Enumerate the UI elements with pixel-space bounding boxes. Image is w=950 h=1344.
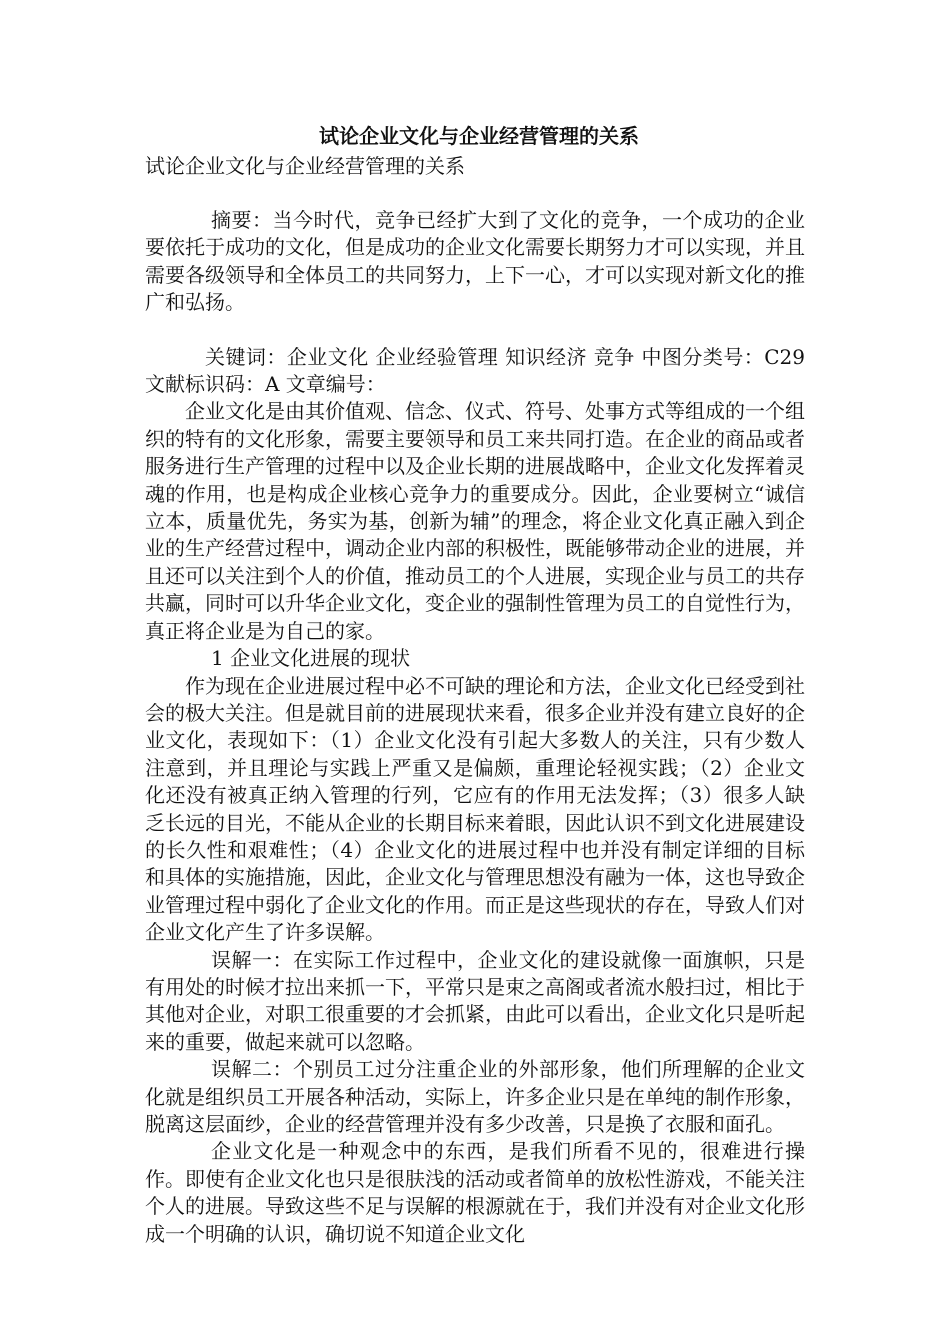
intro-paragraph: 企业文化是由其价值观、信念、仪式、符号、处事方式等组成的一个组织的特有的文化形象，需要主要领导和员工来共同打造。在企业的商品或者服务进行生产管理的过程中以及企业长期的进展战略中，企业文化发挥着灵魂的作用，也是构成企业核心竞争力的重要成分。因此，企业要树立“诚信立本，质量优先，务实为基，创新为辅”的理念，将企业文化真正融入到企业的生产经营过程中，调动企业内部的积极性，既能够带动企业的进展，并且还可以关注到个人的价值，推动员工的个人进展，实现企业与员工的共存共赢，同时可以升华企业文化，变企业的强制性管理为员工的自觉性行为，真正将企业是为自己的家。 (145, 399, 805, 643)
body-paragraph: 误解一：在实际工作过程中，企业文化的建设就像一面旗帜，只是有用处的时候才拉出来抓一下，平常只是束之高阁或者流水般扫过，相比于其他对企业，对职工很重要的才会抓紧，由此可以看出，企业文化只是听起来的重要，做起来就可以忽略。 (145, 947, 805, 1054)
abstract-paragraph: 摘要：当今时代，竞争已经扩大到了文化的竞争，一个成功的企业要依托于成功的文化，但是成功的企业文化需要长期努力才可以实现，并且需要各级领导和全体员工的共同努力，上下一心，才可以实现对新文化的推广和弘扬。 (145, 208, 805, 315)
document-page (145, 120, 805, 1248)
body-paragraph: 误解二：个别员工过分注重企业的外部形象，他们所理解的企业文化就是组织员工开展各种活动，实际上，许多企业只是在单纯的制作形象，脱离这层面纱，企业的经营管理并没有多少改善，只是换了衣服和面孔。 (145, 1057, 805, 1136)
document-subtitle: 试论企业文化与企业经营管理的关系 (145, 154, 465, 178)
section-heading: 1 企业文化进展的现状 (211, 646, 411, 671)
spacer (145, 317, 805, 344)
spacer (145, 180, 805, 207)
document-title: 试论企业文化与企业经营管理的关系 (319, 124, 639, 148)
keywords-paragraph: 关键词：企业文化 企业经验管理 知识经济 竞争 中图分类号：C29 文献标识码：A 文章编号： (145, 344, 805, 397)
body-paragraph: 企业文化是一种观念中的东西，是我们所看不见的，很难进行操作。即使有企业文化也只是很肤浅的活动或者简单的放松性游戏，不能关注个人的进展。导致这些不足与误解的根源就在于，我们并没有对企业文化形成一个明确的认识，确切说不知道企业文化 (145, 1139, 805, 1246)
body-paragraph: 作为现在企业进展过程中必不可缺的理论和方法，企业文化已经受到社会的极大关注。但是就目前的进展现状来看，很多企业并没有建立良好的企业文化，表现如下：（1）企业文化没有引起大多数人的关注，只有少数人注意到，并且理论与实践上严重又是偏颇，重理论轻视实践；（2）企业文化还没有被真正纳入管理的行列，它应有的作用无法发挥；（3）很多人缺乏长远的目光，不能从企业的长期目标来着眼，因此认识不到文化进展建设的长久性和艰难性；（4）企业文化的进展过程中也并没有制定详细的目标和具体的实施措施，因此，企业文化与管理思想没有融为一体，这也导致企业管理过程中弱化了企业文化的作用。而正是这些现状的存在，导致人们对企业文化产生了许多误解。 (145, 673, 805, 945)
